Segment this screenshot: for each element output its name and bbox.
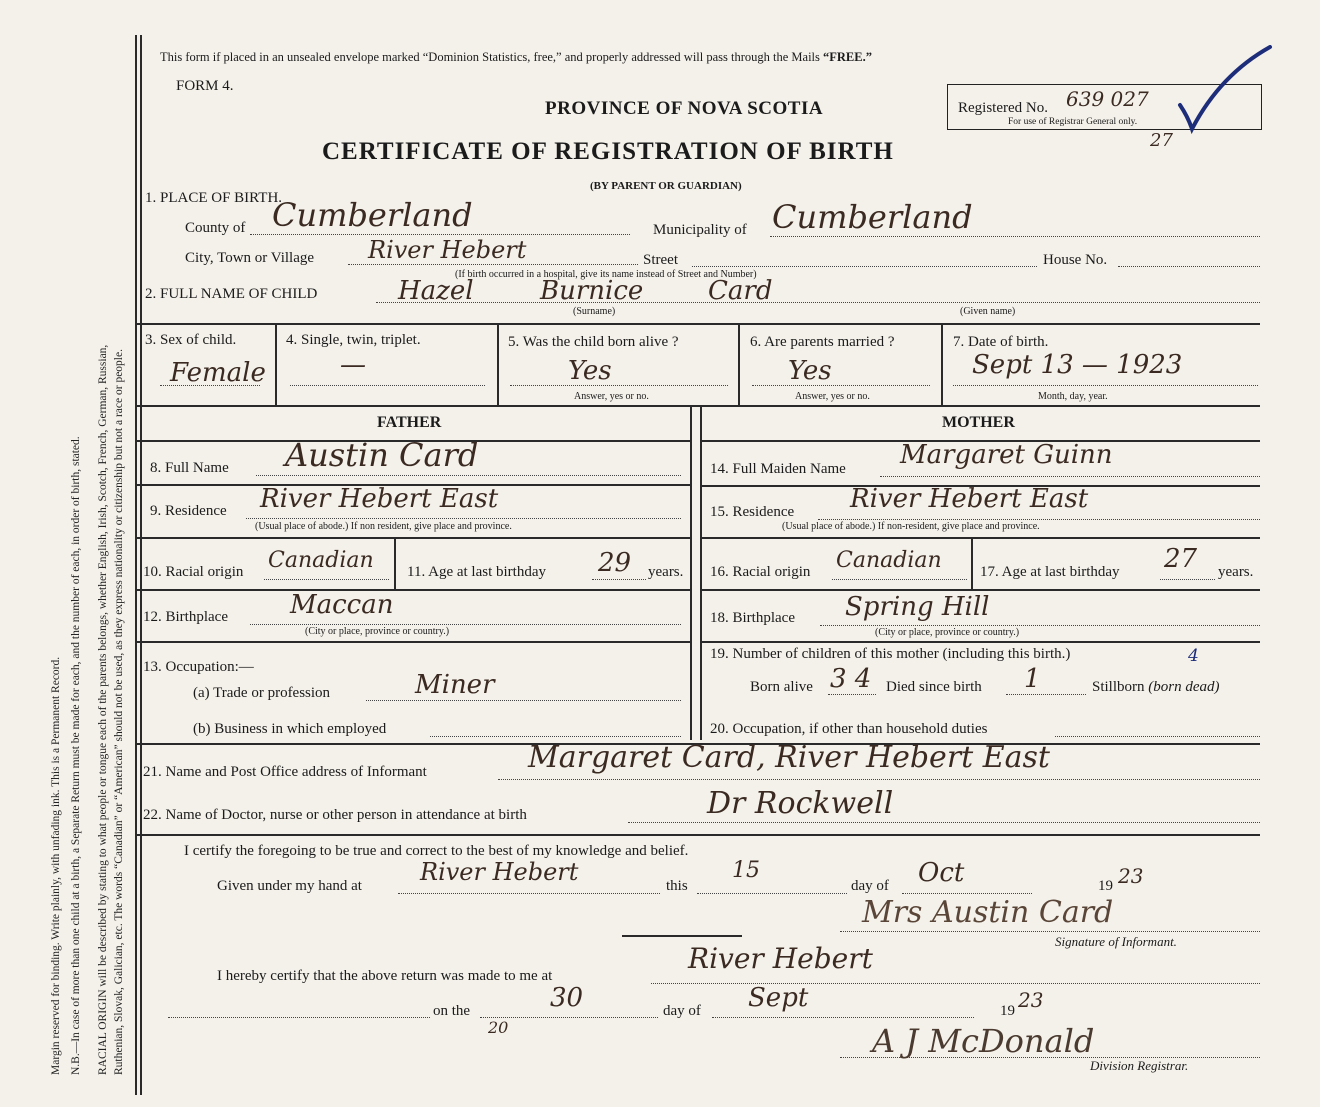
row-3-bottom-rule	[137, 405, 1260, 407]
city-line	[348, 264, 638, 265]
city-label: City, Town or Village	[185, 250, 315, 266]
hospital-note: (If birth occurred in a hospital, give its name instead of Street and Number)	[455, 269, 757, 280]
child-middle-name: Burnice	[540, 276, 644, 306]
mother-birthplace-line	[820, 625, 1260, 626]
on-the-label: on the	[433, 1003, 471, 1019]
child-name-label: 2. FULL NAME OF CHILD	[145, 286, 318, 302]
row-3-divider-1	[275, 323, 277, 405]
father-business-label: (b) Business in which employed	[193, 721, 387, 737]
date-of-birth-line	[953, 385, 1258, 386]
margin-binding-note: Margin reserved for binding. Write plainly, with unfading ink. This is a Permanent Record.	[50, 656, 62, 1075]
on-the-note: 20	[488, 1018, 509, 1037]
street-label: Street	[643, 252, 678, 268]
father-age-line	[592, 579, 646, 580]
father-residence-rule	[137, 537, 690, 539]
certify-statement: I certify the foregoing to be true and correct to the best of my knowledge and belief.	[184, 843, 689, 859]
child-surname: Card	[708, 276, 773, 306]
on-the-value: 30	[550, 983, 584, 1013]
informant-label: 21. Name and Post Office address of Informant	[143, 764, 427, 780]
father-heading: FATHER	[377, 414, 442, 431]
registrar-signature: A J McDonald	[872, 1022, 1095, 1060]
father-birthplace-note: (City or place, province or country.)	[305, 626, 450, 637]
plural-line	[290, 385, 485, 386]
father-residence-label: 9. Residence	[150, 503, 227, 519]
mother-residence-label: 15. Residence	[710, 504, 795, 520]
father-age-value: 29	[598, 548, 632, 578]
registrar-day-of-label: day of	[663, 1003, 701, 1019]
father-occupation-label: 13. Occupation:—	[143, 659, 254, 675]
day-of-value: Oct	[918, 858, 965, 888]
father-business-line	[430, 736, 681, 737]
registrar-place-line	[651, 983, 1260, 984]
stillborn-note: (born dead)	[1148, 679, 1220, 695]
this-value: 15	[732, 858, 760, 883]
row-3-top-rule	[137, 323, 1260, 325]
street-line	[692, 266, 1037, 267]
died-since-birth-label: Died since birth	[886, 679, 982, 695]
corner-mark: 27	[1150, 130, 1173, 151]
mother-occupation-line	[1055, 736, 1260, 737]
frame-left-rule-2	[140, 35, 142, 1095]
informant-line	[498, 779, 1260, 780]
registrar-year-prefix: 19	[1000, 1003, 1015, 1019]
father-birthplace-line	[250, 624, 681, 625]
mother-years-label: years.	[1218, 564, 1254, 580]
registered-number-label: Registered No.	[958, 100, 1048, 116]
registrar-signature-label: Division Registrar.	[1090, 1058, 1189, 1073]
born-alive-value: Yes	[568, 356, 612, 386]
parents-married-value: Yes	[788, 356, 832, 386]
father-racial-value: Canadian	[268, 548, 374, 573]
mother-birthplace-note: (City or place, province or country.)	[875, 627, 1020, 638]
registrar-year-value: 23	[1018, 988, 1044, 1012]
row-3-divider-4	[941, 323, 943, 405]
parents-married-note: Answer, yes or no.	[795, 391, 870, 402]
date-of-birth-note: Month, day, year.	[1038, 391, 1108, 402]
row-3-divider-2	[497, 323, 499, 405]
father-trade-value: Miner	[415, 670, 495, 700]
registrar-place-value: River Hebert	[688, 942, 873, 975]
father-racial-label: 10. Racial origin	[143, 564, 244, 580]
margin-racial-note-2: Ruthenian, Slovak, Galician, etc. The words “Canadian” or “American” should not be used, as they express nationality or citizenship but not a race or people.	[113, 349, 125, 1075]
this-label: this	[666, 878, 688, 894]
died-since-birth-line	[1006, 694, 1086, 695]
date-of-birth-label: 7. Date of birth.	[953, 334, 1049, 350]
parents-married-line	[752, 385, 930, 386]
mother-racial-divider	[971, 537, 973, 589]
father-trade-label: (a) Trade or profession	[193, 685, 331, 701]
surname-note: (Surname)	[573, 306, 616, 317]
child-name-line	[376, 302, 1260, 303]
this-line	[697, 893, 847, 894]
father-birthplace-value: Maccan	[290, 590, 394, 620]
margin-racial-note-1: RACIAL ORIGIN will be described by stating to what people or tongue each of the parents belongs, whether English, Irish, Scotch, French, German, Russian,	[97, 344, 109, 1075]
mother-age-line	[1160, 579, 1215, 580]
place-of-birth-label: 1. PLACE OF BIRTH.	[145, 190, 283, 206]
mother-name-line	[880, 476, 1260, 477]
province-heading: PROVINCE OF NOVA SCOTIA	[545, 98, 824, 119]
day-of-line	[902, 893, 1032, 894]
municipality-label: Municipality of	[653, 222, 747, 238]
mail-notice: This form if placed in an unsealed envelope marked “Dominion Statistics, free,” and properly addressed will pass through the Mails “FREE.”	[160, 50, 872, 64]
mother-racial-label: 16. Racial origin	[710, 564, 811, 580]
given-name-note: (Given name)	[960, 306, 1016, 317]
father-birthplace-rule	[137, 641, 690, 643]
informant-signature-label: Signature of Informant.	[1055, 934, 1177, 949]
page-title: CERTIFICATE OF REGISTRATION OF BIRTH	[322, 138, 894, 165]
died-since-birth-value: 1	[1024, 664, 1041, 694]
informant-signature: Mrs Austin Card	[862, 895, 1114, 930]
sex-label: 3. Sex of child.	[145, 332, 237, 348]
house-no-line	[1118, 266, 1260, 267]
born-alive-count-value: 3 4	[830, 664, 872, 694]
given-at-line	[398, 893, 660, 894]
doctor-label: 22. Name of Doctor, nurse or other person in attendance at birth	[143, 807, 527, 823]
form-number: FORM 4.	[176, 78, 234, 94]
mother-racial-line	[832, 579, 967, 580]
on-the-lead-line	[168, 1017, 430, 1018]
registrar-day-of-line	[712, 1017, 974, 1018]
county-label: County of	[185, 220, 246, 236]
mother-occupation-label: 20. Occupation, if other than household duties	[710, 721, 988, 737]
plural-label: 4. Single, twin, triplet.	[286, 332, 421, 348]
mother-children-label: 19. Number of children of this mother (including this birth.)	[710, 646, 1071, 662]
registrar-statement: I hereby certify that the above return was made to me at	[217, 968, 553, 984]
registered-number-note: For use of Registrar General only.	[1008, 117, 1138, 127]
year-value: 23	[1118, 864, 1144, 888]
father-residence-value: River Hebert East	[260, 484, 499, 514]
municipality-line	[770, 236, 1260, 237]
parent-column-divider-left	[690, 405, 692, 740]
born-alive-count-label: Born alive	[750, 679, 813, 695]
informant-signature-line	[840, 931, 1260, 932]
father-name-label: 8. Full Name	[150, 460, 229, 476]
mother-children-value: 4	[1188, 646, 1199, 666]
father-name-line	[256, 475, 681, 476]
mother-age-value: 27	[1164, 544, 1198, 574]
father-racial-rule	[137, 589, 690, 591]
parent-column-divider-right	[700, 405, 702, 740]
father-birthplace-label: 12. Birthplace	[143, 609, 228, 625]
mother-residence-line	[818, 519, 1260, 520]
separator-rule	[622, 935, 742, 937]
child-given-name: Hazel	[398, 276, 474, 306]
municipality-value: Cumberland	[772, 198, 973, 236]
county-line	[250, 234, 630, 235]
registrar-day-of-value: Sept	[748, 983, 809, 1013]
mother-residence-value: River Hebert East	[850, 484, 1089, 514]
born-alive-note: Answer, yes or no.	[574, 391, 649, 402]
date-of-birth-value: Sept 13 — 1923	[972, 350, 1183, 380]
stillborn-label: Stillborn (born dead)	[1092, 679, 1220, 695]
day-of-label: day of	[851, 878, 889, 894]
mother-residence-note: (Usual place of abode.) If non-resident, give place and province.	[782, 521, 1040, 532]
mother-residence-rule	[702, 537, 1260, 539]
given-at-value: River Hebert	[420, 858, 579, 886]
frame-left-rule	[135, 35, 137, 1095]
doctor-value: Dr Rockwell	[707, 786, 894, 821]
mother-racial-value: Canadian	[836, 548, 942, 573]
born-alive-line	[510, 385, 728, 386]
county-value: Cumberland	[272, 196, 473, 234]
father-racial-line	[264, 579, 389, 580]
mother-birthplace-value: Spring Hill	[845, 592, 990, 622]
born-alive-label: 5. Was the child born alive ?	[508, 334, 679, 350]
parents-married-label: 6. Are parents married ?	[750, 334, 895, 350]
father-residence-note: (Usual place of abode.) If non resident, give place and province.	[255, 521, 512, 532]
father-racial-divider	[394, 537, 396, 589]
year-prefix: 19	[1098, 878, 1113, 894]
mother-name-value: Margaret Guinn	[900, 440, 1113, 470]
informant-value: Margaret Card, River Hebert East	[528, 740, 1050, 775]
mother-heading: MOTHER	[942, 414, 1015, 431]
mother-name-label: 14. Full Maiden Name	[710, 461, 846, 477]
sex-value: Female	[170, 358, 266, 388]
row-3-divider-3	[738, 323, 740, 405]
city-value: River Hebert	[368, 236, 527, 264]
informant-bottom-rule	[137, 834, 1260, 836]
father-residence-line	[246, 518, 681, 519]
mother-birthplace-label: 18. Birthplace	[710, 610, 795, 626]
father-years-label: years.	[648, 564, 684, 580]
plural-value: —	[340, 350, 366, 380]
doctor-line	[628, 822, 1260, 823]
margin-nb-note: N.B.—In case of more than one child at a birth, a Separate Return must be made for each, and the number of each, in order of birth, stated.	[70, 436, 82, 1075]
mother-age-label: 17. Age at last birthday	[980, 564, 1120, 580]
father-trade-line	[366, 700, 681, 701]
house-no-label: House No.	[1043, 252, 1108, 268]
registered-number-value: 639 027	[1066, 87, 1149, 111]
checkmark-icon	[1170, 45, 1280, 135]
born-alive-count-line	[828, 694, 876, 695]
father-age-label: 11. Age at last birthday	[407, 564, 546, 580]
page-subtitle: (BY PARENT OR GUARDIAN)	[590, 180, 742, 192]
mother-birthplace-rule	[702, 641, 1260, 643]
given-at-label: Given under my hand at	[217, 878, 362, 894]
mother-racial-rule	[702, 589, 1260, 591]
father-name-value: Austin Card	[285, 436, 479, 474]
